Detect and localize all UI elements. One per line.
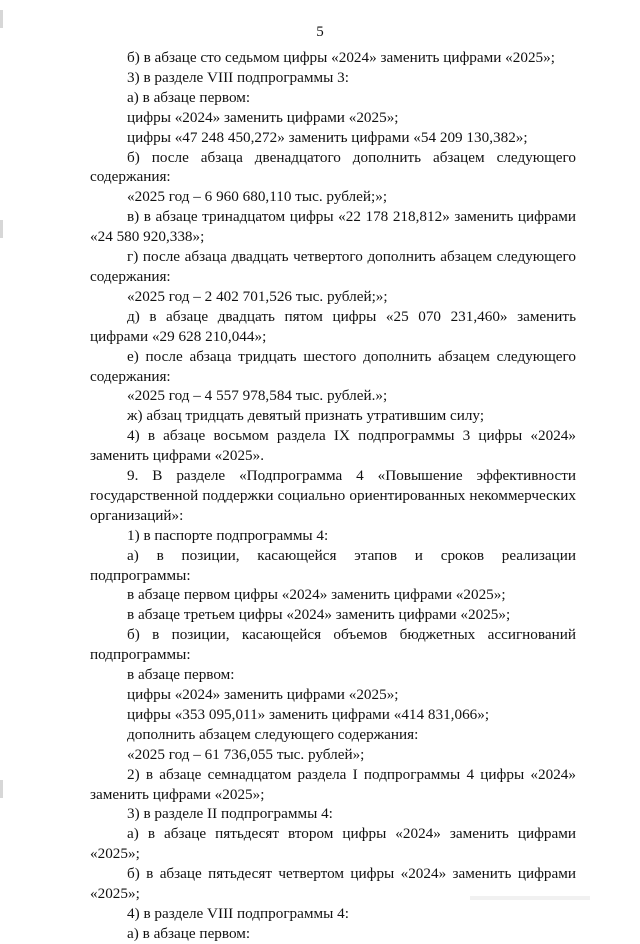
paragraph: «2025 год – 2 402 701,526 тыс. рублей;»; xyxy=(127,287,388,305)
paragraph: б) в абзаце сто седьмом цифры «2024» заменить цифрами «2025»; xyxy=(127,49,555,66)
paragraph: б) в абзаце пятьдесят четвертом цифры «2024» заменить цифрами «2025»; xyxy=(90,865,576,903)
paragraph: б) в позиции, касающейся объемов бюджетных ассигнований подпрограммы: xyxy=(90,626,576,664)
page-number: 5 xyxy=(316,24,324,40)
paragraph: цифры «2024» заменить цифрами «2025»; xyxy=(127,108,399,126)
paragraph: а) в абзаце первом: xyxy=(127,924,251,942)
paragraph: г) после абзаца двадцать четвертого дополнить абзацем следующего содержания: xyxy=(90,248,576,285)
paragraph: 4) в абзаце восьмом раздела IX подпрограммы 3 цифры «2024» заменить цифрами «2025». xyxy=(90,427,576,465)
paragraph: «2025 год – 61 736,055 тыс. рублей»; xyxy=(127,745,365,763)
paragraph: цифры «2024» заменить цифрами «2025»; xyxy=(127,686,399,703)
paragraph: «2025 год – 6 960 680,110 тыс. рублей;»; xyxy=(127,188,388,206)
paragraph: е) после абзаца тридцать шестого дополнить абзацем следующего содержания: xyxy=(90,347,576,385)
paragraph: 1) в паспорте подпрограммы 4: xyxy=(127,526,329,544)
paragraph: б) после абзаца двенадцатого дополнить абзацем следующего содержания: xyxy=(90,148,576,186)
document-body xyxy=(90,48,576,944)
paragraph: 3) в разделе VIII подпрограммы 3: xyxy=(127,68,349,86)
paragraph: 9. В разделе «Подпрограмма 4 «Повышение эффективности государственной поддержки социально ориентированных некоммерческих организаций»: xyxy=(90,467,576,524)
paragraph: д) в абзаце двадцать пятом цифры «25 070 231,460» заменить цифрами «29 628 210,044»; xyxy=(90,307,576,345)
paragraph: 3) в разделе II подпрограммы 4: xyxy=(127,805,333,823)
paragraph: а) в абзаце пятьдесят втором цифры «2024» заменить цифрами «2025»; xyxy=(90,825,576,863)
paragraph: в абзаце первом цифры «2024» заменить цифрами «2025»; xyxy=(127,586,506,604)
paragraph: дополнить абзацем следующего содержания: xyxy=(127,725,419,743)
paragraph: 2) в абзаце семнадцатом раздела I подпрограммы 4 цифры «2024» заменить цифрами «2025»; xyxy=(90,765,576,803)
scan-edge-mark xyxy=(0,220,3,238)
paragraph: в абзаце первом: xyxy=(127,666,235,684)
scan-edge-mark xyxy=(0,780,3,798)
paragraph: а) в абзаце первом: xyxy=(127,88,251,106)
paragraph: а) в позиции, касающейся этапов и сроков реализации подпрограммы: xyxy=(90,546,576,584)
paragraph: цифры «47 248 450,272» заменить цифрами «54 209 130,382»; xyxy=(127,128,528,146)
paragraph: цифры «353 095,011» заменить цифрами «414 831,066»; xyxy=(127,705,490,723)
paragraph: «2025 год – 4 557 978,584 тыс. рублей.»; xyxy=(127,387,388,405)
paragraph: в) в абзаце тринадцатом цифры «22 178 218,812» заменить цифрами «24 580 920,338»; xyxy=(90,208,576,246)
scan-bottom-artifact xyxy=(470,896,590,900)
paragraph: 4) в разделе VIII подпрограммы 4: xyxy=(127,904,349,922)
paragraph: в абзаце третьем цифры «2024» заменить цифрами «2025»; xyxy=(127,606,511,624)
paragraph: ж) абзац тридцать девятый признать утратившим силу; xyxy=(127,407,485,425)
